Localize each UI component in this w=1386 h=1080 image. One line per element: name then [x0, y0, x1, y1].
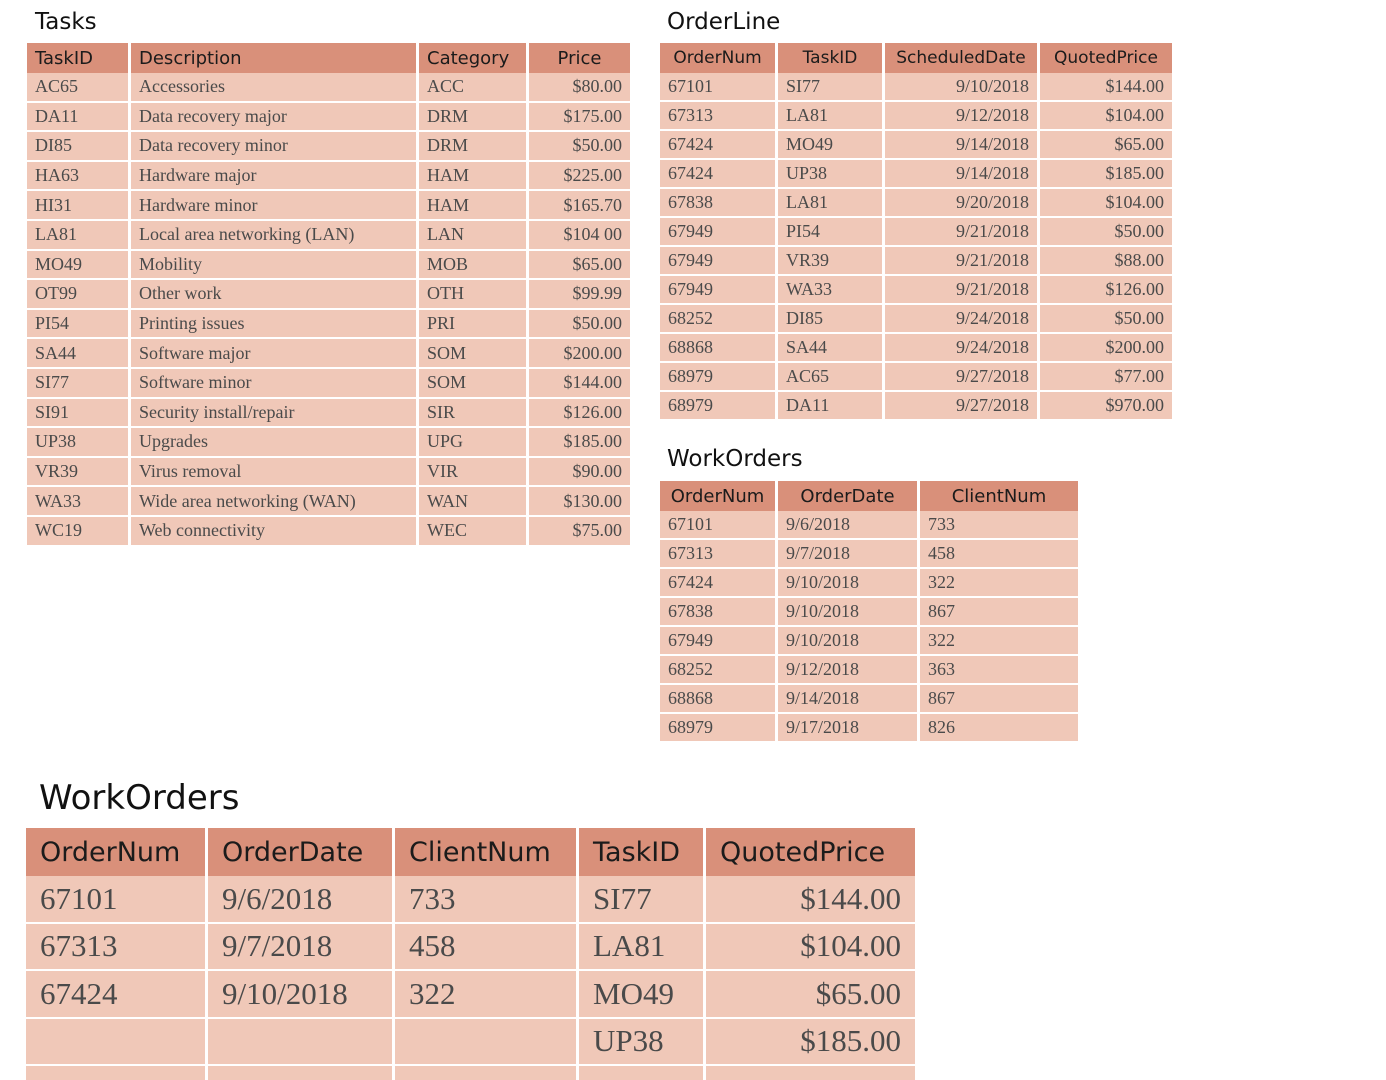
table-cell: $104.00 [1040, 189, 1172, 218]
tasks-header-taskid: TaskID [27, 43, 131, 73]
table-cell: $99.99 [529, 280, 630, 310]
table-cell: MO49 [579, 971, 706, 1019]
table-cell: 67101 [660, 73, 778, 102]
table-row [660, 627, 1078, 656]
table-cell [26, 1019, 208, 1067]
table-cell: $65.00 [706, 971, 915, 1019]
table-cell: 67313 [660, 540, 778, 569]
table-cell: $88.00 [1040, 247, 1172, 276]
table-row [26, 1066, 915, 1080]
table-row [27, 73, 630, 103]
table-cell: 67424 [26, 971, 208, 1019]
table-cell: Data recovery major [131, 103, 419, 133]
workorders-large-title: WorkOrders [39, 778, 240, 818]
table-cell: 9/14/2018 [885, 131, 1040, 160]
tasks-header-description: Description [131, 43, 419, 73]
table-cell: Hardware minor [131, 191, 419, 221]
table-cell: 67313 [660, 102, 778, 131]
table-row [27, 517, 630, 547]
table-row [27, 428, 630, 458]
table-cell: MO49 [27, 251, 131, 281]
tasks-table [27, 43, 630, 547]
table-cell: 68252 [660, 305, 778, 334]
table-cell: 322 [920, 569, 1078, 598]
table-cell: 68979 [660, 714, 778, 743]
table-cell: 322 [920, 627, 1078, 656]
table-cell: SI77 [778, 73, 885, 102]
table-row [27, 458, 630, 488]
table-row [660, 131, 1172, 160]
table-cell: PI54 [27, 310, 131, 340]
orderline-title: OrderLine [667, 9, 781, 35]
table-cell: 67424 [660, 160, 778, 189]
table-row [660, 540, 1078, 569]
table-cell: 9/10/2018 [778, 569, 920, 598]
table-row [27, 310, 630, 340]
table-cell: 9/21/2018 [885, 247, 1040, 276]
table-cell: SOM [419, 339, 529, 369]
table-cell: SI91 [27, 399, 131, 429]
table-cell: HAM [419, 162, 529, 192]
table-cell: $185.00 [706, 1019, 915, 1067]
table-cell: Virus removal [131, 458, 419, 488]
table-cell: HAM [419, 191, 529, 221]
workorders-large-header-ordernum: OrderNum [26, 828, 208, 876]
table-cell: $50.00 [1040, 305, 1172, 334]
table-cell: 67949 [660, 627, 778, 656]
table-cell: Hardware major [131, 162, 419, 192]
table-cell: 826 [920, 714, 1078, 743]
table-cell: Upgrades [131, 428, 419, 458]
workorders-large-header-clientnum: ClientNum [395, 828, 579, 876]
table-cell: OT99 [27, 280, 131, 310]
table-cell: $200.00 [529, 339, 630, 369]
table-row [27, 251, 630, 281]
table-row [26, 876, 915, 924]
orderline-header-ordernum: OrderNum [660, 43, 778, 73]
table-cell: $65.00 [529, 251, 630, 281]
table-cell: SOM [419, 369, 529, 399]
table-cell: MOB [419, 251, 529, 281]
workorders-small-table [660, 481, 1078, 743]
table-cell: SA44 [27, 339, 131, 369]
table-cell: Printing issues [131, 310, 419, 340]
table-row [660, 685, 1078, 714]
table-cell: DI85 [778, 305, 885, 334]
table-cell: $165.70 [529, 191, 630, 221]
table-cell: DA11 [778, 392, 885, 421]
table-cell: $185.00 [529, 428, 630, 458]
table-cell: 9/7/2018 [778, 540, 920, 569]
table-cell: 9/17/2018 [778, 714, 920, 743]
table-cell: 9/10/2018 [885, 73, 1040, 102]
table-row [660, 160, 1172, 189]
table-cell: 68868 [660, 334, 778, 363]
workorders-small-title: WorkOrders [667, 446, 803, 472]
table-cell: SA44 [778, 334, 885, 363]
table-cell: 9/20/2018 [885, 189, 1040, 218]
table-cell [395, 1019, 579, 1067]
table-cell: HA63 [27, 162, 131, 192]
table-cell [579, 1066, 706, 1080]
table-cell: PI54 [778, 218, 885, 247]
tasks-header-row [27, 43, 630, 73]
table-row [660, 392, 1172, 421]
table-cell: $200.00 [1040, 334, 1172, 363]
table-cell: 68979 [660, 392, 778, 421]
table-cell: 867 [920, 598, 1078, 627]
orderline-header-scheduleddate: ScheduledDate [885, 43, 1040, 73]
table-cell: MO49 [778, 131, 885, 160]
table-cell: 9/7/2018 [208, 924, 395, 972]
table-cell: DI85 [27, 132, 131, 162]
table-cell: 67838 [660, 598, 778, 627]
table-cell: $126.00 [529, 399, 630, 429]
table-row [660, 102, 1172, 131]
table-cell: UPG [419, 428, 529, 458]
table-cell: 9/6/2018 [778, 511, 920, 540]
table-cell: SI77 [27, 369, 131, 399]
table-cell: VR39 [27, 458, 131, 488]
table-cell: 9/10/2018 [778, 627, 920, 656]
table-cell [208, 1066, 395, 1080]
table-row [660, 363, 1172, 392]
table-cell: 9/14/2018 [778, 685, 920, 714]
table-cell: $126.00 [1040, 276, 1172, 305]
table-cell: Web connectivity [131, 517, 419, 547]
workorders-small-header-row [660, 481, 1078, 511]
table-row [27, 103, 630, 133]
table-row [660, 714, 1078, 743]
table-cell: VR39 [778, 247, 885, 276]
table-cell: LA81 [778, 102, 885, 131]
table-cell: 67949 [660, 218, 778, 247]
table-cell: $50.00 [529, 310, 630, 340]
table-cell: $90.00 [529, 458, 630, 488]
table-cell: ACC [419, 73, 529, 103]
table-cell [706, 1066, 915, 1080]
table-row [27, 339, 630, 369]
table-cell: HI31 [27, 191, 131, 221]
table-cell: WEC [419, 517, 529, 547]
table-cell: AC65 [778, 363, 885, 392]
table-cell: WAN [419, 487, 529, 517]
table-cell: Data recovery minor [131, 132, 419, 162]
table-cell: 67838 [660, 189, 778, 218]
table-cell: 867 [920, 685, 1078, 714]
workorders-large-header-row [26, 828, 915, 876]
table-row [27, 399, 630, 429]
table-cell: Mobility [131, 251, 419, 281]
table-row [27, 191, 630, 221]
table-row [27, 132, 630, 162]
table-cell [208, 1019, 395, 1067]
table-cell: $185.00 [1040, 160, 1172, 189]
table-cell: 67101 [660, 511, 778, 540]
table-row [660, 656, 1078, 685]
table-row [26, 1019, 915, 1067]
orderline-table [660, 43, 1172, 421]
table-cell: 9/6/2018 [208, 876, 395, 924]
table-cell: LA81 [579, 924, 706, 972]
table-cell: $104 00 [529, 221, 630, 251]
table-cell: DRM [419, 132, 529, 162]
table-cell: 9/27/2018 [885, 392, 1040, 421]
table-cell: $75.00 [529, 517, 630, 547]
table-cell: Wide area networking (WAN) [131, 487, 419, 517]
table-cell: 322 [395, 971, 579, 1019]
table-cell: 458 [920, 540, 1078, 569]
table-cell: 9/24/2018 [885, 334, 1040, 363]
table-cell: 9/24/2018 [885, 305, 1040, 334]
table-cell: LA81 [27, 221, 131, 251]
table-cell: $104.00 [706, 924, 915, 972]
table-cell: PRI [419, 310, 529, 340]
orderline-header-row [660, 43, 1172, 73]
workorders-large-header-quotedprice: QuotedPrice [706, 828, 915, 876]
table-cell: 67949 [660, 247, 778, 276]
table-row [27, 487, 630, 517]
table-cell: 9/21/2018 [885, 218, 1040, 247]
table-cell: 67949 [660, 276, 778, 305]
workorders-small-header-clientnum: ClientNum [920, 481, 1078, 511]
table-row [26, 971, 915, 1019]
table-cell: 68252 [660, 656, 778, 685]
tasks-header-price: Price [529, 43, 630, 73]
table-cell: DA11 [27, 103, 131, 133]
table-row [660, 598, 1078, 627]
workorders-small-header-ordernum: OrderNum [660, 481, 778, 511]
table-cell: LA81 [778, 189, 885, 218]
table-cell: 458 [395, 924, 579, 972]
table-cell: 9/14/2018 [885, 160, 1040, 189]
table-cell: $144.00 [529, 369, 630, 399]
table-cell: $50.00 [1040, 218, 1172, 247]
table-cell: LAN [419, 221, 529, 251]
table-cell: Software minor [131, 369, 419, 399]
table-row [660, 247, 1172, 276]
table-cell: Security install/repair [131, 399, 419, 429]
table-cell: $77.00 [1040, 363, 1172, 392]
table-cell: UP38 [778, 160, 885, 189]
table-cell: 733 [395, 876, 579, 924]
table-cell: $144.00 [1040, 73, 1172, 102]
table-cell: 9/10/2018 [208, 971, 395, 1019]
table-cell [395, 1066, 579, 1080]
table-row [660, 218, 1172, 247]
table-row [660, 305, 1172, 334]
table-cell: WA33 [27, 487, 131, 517]
table-cell: $175.00 [529, 103, 630, 133]
table-cell: $144.00 [706, 876, 915, 924]
table-cell: SI77 [579, 876, 706, 924]
table-row [660, 511, 1078, 540]
table-cell: UP38 [27, 428, 131, 458]
table-cell: Accessories [131, 73, 419, 103]
table-row [660, 189, 1172, 218]
table-cell: 363 [920, 656, 1078, 685]
table-cell: 9/21/2018 [885, 276, 1040, 305]
table-cell: 9/10/2018 [778, 598, 920, 627]
table-cell: 9/12/2018 [885, 102, 1040, 131]
table-cell: AC65 [27, 73, 131, 103]
table-cell: VIR [419, 458, 529, 488]
table-cell: UP38 [579, 1019, 706, 1067]
table-row [27, 369, 630, 399]
table-row [27, 221, 630, 251]
table-cell: WC19 [27, 517, 131, 547]
table-cell: 733 [920, 511, 1078, 540]
table-cell: $65.00 [1040, 131, 1172, 160]
tasks-title: Tasks [35, 9, 97, 35]
table-row [27, 280, 630, 310]
table-row [660, 569, 1078, 598]
workorders-large-table [26, 828, 915, 1080]
table-cell: 67424 [660, 131, 778, 160]
table-row [660, 334, 1172, 363]
workorders-small-header-orderdate: OrderDate [778, 481, 920, 511]
table-row [27, 162, 630, 192]
table-cell: $80.00 [529, 73, 630, 103]
orderline-header-taskid: TaskID [778, 43, 885, 73]
table-cell: $50.00 [529, 132, 630, 162]
table-cell: SIR [419, 399, 529, 429]
table-cell: Local area networking (LAN) [131, 221, 419, 251]
table-cell: 68868 [660, 685, 778, 714]
table-cell: $970.00 [1040, 392, 1172, 421]
table-cell: DRM [419, 103, 529, 133]
table-cell: 9/12/2018 [778, 656, 920, 685]
table-cell: $130.00 [529, 487, 630, 517]
table-cell [26, 1066, 208, 1080]
workorders-large-header-taskid: TaskID [579, 828, 706, 876]
table-cell: WA33 [778, 276, 885, 305]
table-cell: $104.00 [1040, 102, 1172, 131]
workorders-large-header-orderdate: OrderDate [208, 828, 395, 876]
table-cell: 68979 [660, 363, 778, 392]
tasks-header-category: Category [419, 43, 529, 73]
table-row [660, 276, 1172, 305]
table-cell: 67101 [26, 876, 208, 924]
table-cell: 67313 [26, 924, 208, 972]
table-cell: 67424 [660, 569, 778, 598]
table-cell: 9/27/2018 [885, 363, 1040, 392]
table-cell: OTH [419, 280, 529, 310]
table-cell: Other work [131, 280, 419, 310]
table-cell: Software major [131, 339, 419, 369]
orderline-header-quotedprice: QuotedPrice [1040, 43, 1172, 73]
table-row [26, 924, 915, 972]
table-cell: $225.00 [529, 162, 630, 192]
table-row [660, 73, 1172, 102]
